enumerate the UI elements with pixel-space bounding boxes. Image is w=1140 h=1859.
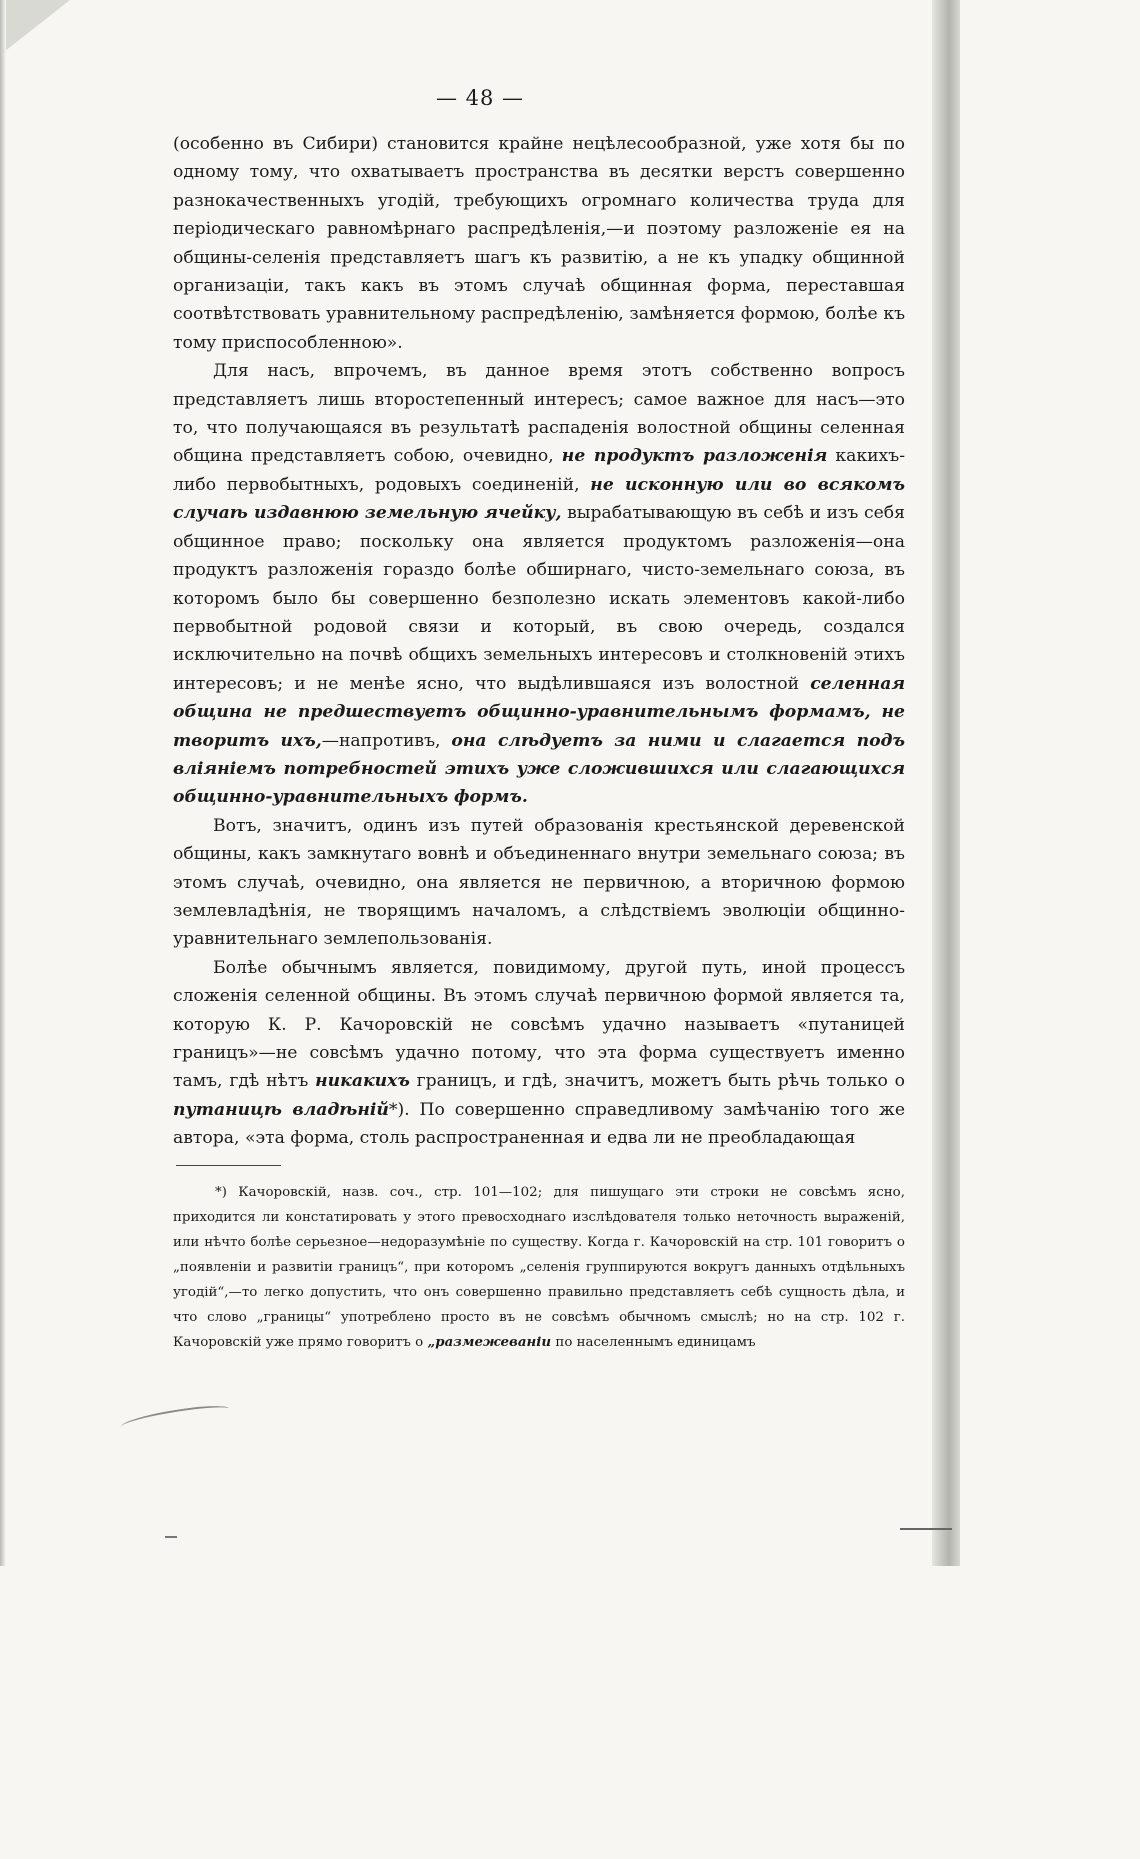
paragraph-2-text-4: —напротивъ, — [321, 730, 441, 751]
paragraph-2-emphasis-1: не продуктъ разложенія — [561, 446, 828, 467]
page-number: — 48 — — [435, 86, 525, 110]
paragraph-4-text-1: Болѣе обычнымъ является, повидимому, другой путь, иной процессъ сложенія селенной общины. Въ этомъ случаѣ первичною формой является та, которую К. Р. Качоровскій не совсѣмъ удачно называетъ «путаницей границъ»—не совсѣмъ удачно потому, что эта форма существуетъ именно тамъ, гдѣ нѣтъ — [173, 957, 905, 1092]
paragraph-2 — [173, 357, 905, 812]
paragraph-4-emphasis-2: путаницѣ владѣній — [173, 1099, 389, 1120]
footnote-emphasis-1: „размежеваніи — [427, 1334, 552, 1350]
footnote-separator — [176, 1165, 281, 1166]
footnote-text-1: *) Качоровскій, назв. соч., стр. 101—102; для пишущаго эти строки не совсѣмъ ясно, приходится ли констатировать у этого превосходнаго изслѣдователя только неточность выраженій, или нѣчто болѣе серьезное—недоразумѣніе по существу. Когда г. Качоровскій на стр. 101 говоритъ о „появленіи и развитіи границъ“, при которомъ „селенія группируются вокругъ данныхъ отдѣльныхъ угодій“,—то легко допустить, что онъ совершенно правильно представляетъ себѣ сущность дѣла, и что слово „границы“ употреблено просто въ не совсѣмъ обычномъ смыслѣ; но на стр. 102 г. Качоровскій уже прямо говоритъ о — [173, 1185, 905, 1350]
paragraph-2-emphasis-3: селенная община не предшествуетъ общинно-уравнительнымъ формамъ, не творитъ ихъ, — [173, 673, 906, 751]
paragraph-1-text: (особенно въ Сибири) становится крайне нецѣлесообразной, уже хотя бы по одному тому, что охватываетъ пространства въ десятки верстъ совершенно разнокачественныхъ угодій, требующихъ огромнаго количества труда для періодическаго равномѣрнаго распредѣленія,—и поэтому разложеніе ея на общины-селенія представляетъ шагъ къ развитію, а не къ упадку общинной организаціи, такъ какъ въ этомъ случаѣ общинная форма, переставшая соотвѣтствовать уравнительному распредѣленію, замѣняется формою, болѣе къ тому приспособленною». — [173, 134, 905, 353]
bottom-mark-right — [900, 1528, 952, 1530]
page-binding-edge — [932, 0, 960, 1566]
paragraph-2-text-3: вырабатывающую въ себѣ и изъ себя общинное право; поскольку она является продуктомъ разложенія—она продуктъ разложенія гораздо болѣе обширнаго, чисто-земельнаго союза, въ которомъ было бы совершенно безполезно искать элементовъ какой-либо первобытной родовой связи и который, въ свою очередь, создался исключительно на почвѣ общихъ земельныхъ интересовъ и столкновеній этихъ интересовъ; и не менѣе ясно, что выдѣлившаяся изъ волостной — [173, 503, 905, 694]
paragraph-4-emphasis-1: никакихъ — [315, 1071, 410, 1092]
paragraph-3 — [173, 812, 905, 954]
paragraph-1 — [173, 130, 905, 357]
paragraph-4-text-2: границъ, и гдѣ, значитъ, можетъ быть рѣчь только о — [416, 1071, 906, 1092]
main-text — [173, 130, 905, 1153]
paragraph-2-text-1: Для насъ, впрочемъ, въ данное время этотъ собственно вопросъ представляетъ лишь второстепенный интересъ; самое важное для насъ—это то, что получающаяся въ результатѣ распаденія волостной общины селенная община представляетъ собою, очевидно, — [173, 361, 905, 467]
paragraph-2-text-2: какихъ-либо первобытныхъ, родовыхъ соединеній, — [173, 446, 905, 495]
page-left-shadow — [0, 0, 6, 1566]
paragraph-3-text: Вотъ, значитъ, одинъ изъ путей образованія крестьянской деревенской общины, какъ замкнутаго вовнѣ и объединеннаго внутри земельнаго союза; въ этомъ случаѣ, очевидно, она является не первичною, а вторичною формою землевладѣнія, не творящимъ началомъ, а слѣдствіемъ эволюціи общинно-уравнительнаго землепользованія. — [173, 815, 905, 950]
bottom-mark-left — [165, 1536, 177, 1538]
scan-scratch-mark — [119, 1402, 230, 1433]
paragraph-2-emphasis-2: не исконную или во всякомъ случаѣ издавнюю земельную ячейку, — [173, 474, 905, 524]
paragraph-4 — [173, 954, 905, 1153]
footnote — [173, 1180, 905, 1355]
footnote-paragraph — [173, 1180, 905, 1355]
paragraph-4-text-3: *). По совершенно справедливому замѣчанію того же автора, «эта форма, столь распространенная и едва ли не преобладающая — [173, 1099, 906, 1149]
footnote-text-2: по населеннымъ единицамъ — [555, 1335, 756, 1350]
page-corner-fold — [0, 0, 70, 55]
paragraph-2-emphasis-4: она слѣдуетъ за ними и слагается подъ вліяніемъ потребностей этихъ уже сложившихся или слагающихся общинно-уравнительныхъ формъ. — [173, 730, 906, 808]
